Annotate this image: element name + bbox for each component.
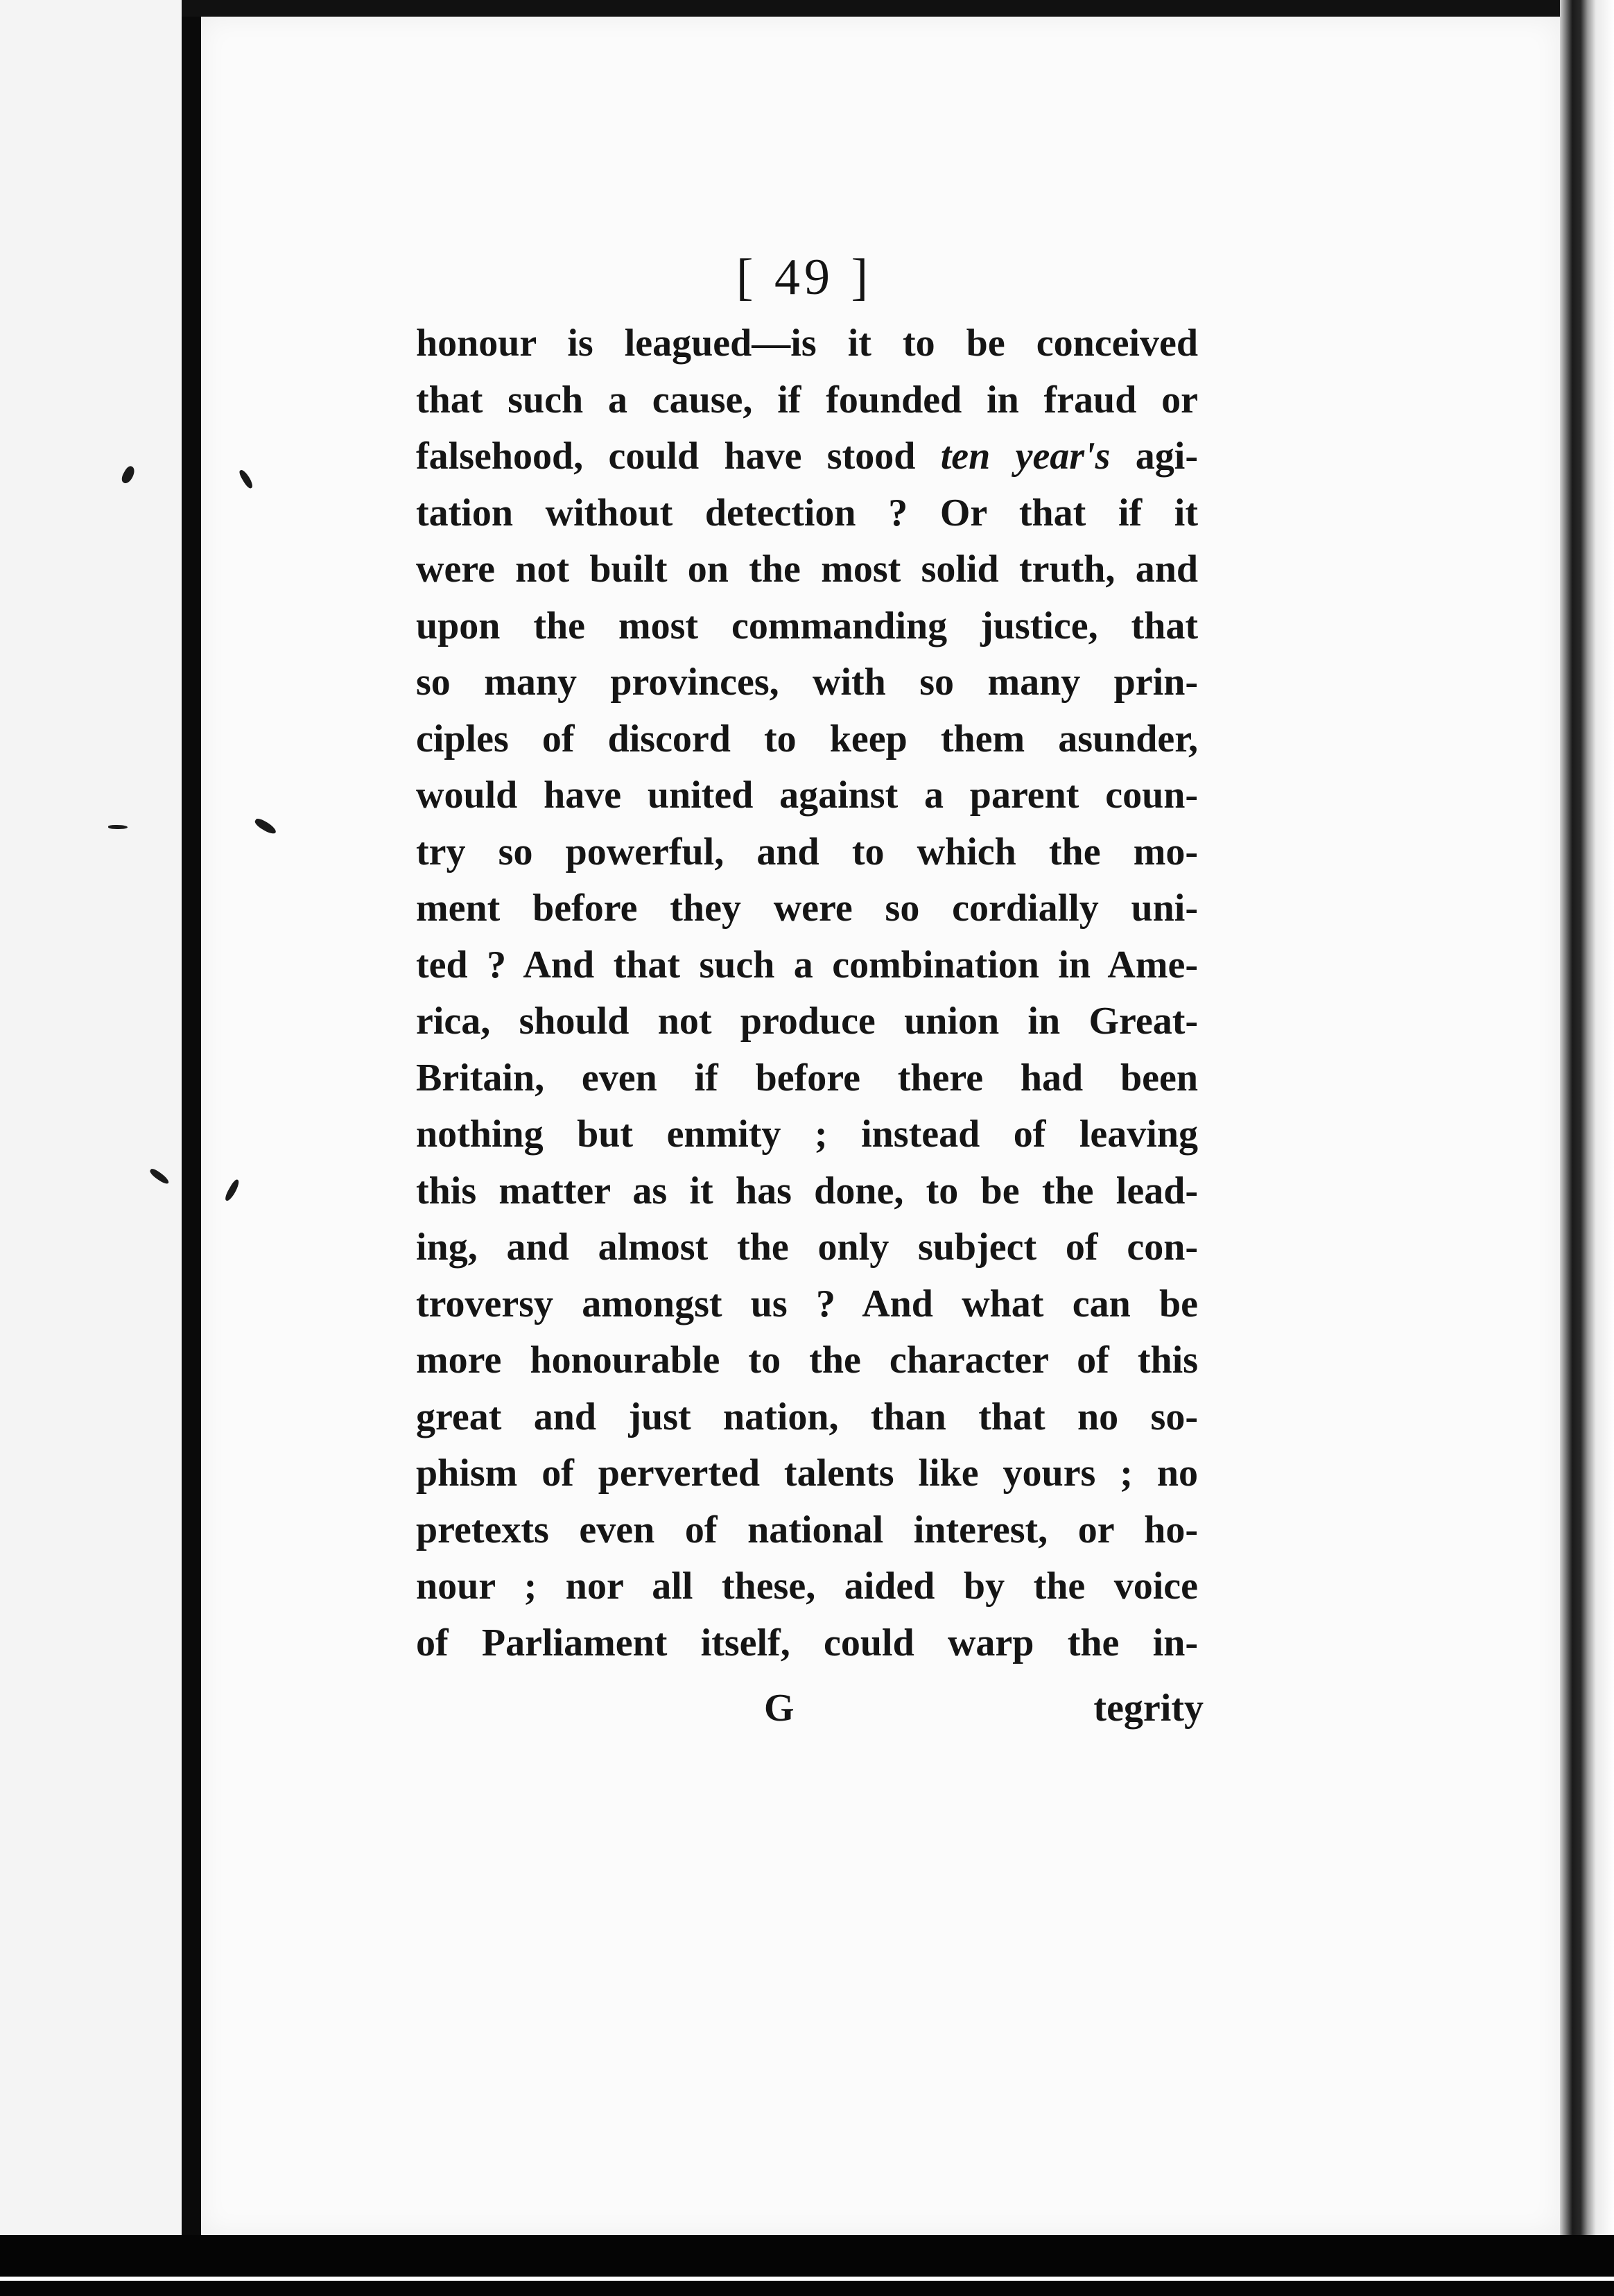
- text-line: phism of perverted talents like yours ; no: [416, 1452, 1198, 1495]
- text-line: ment before they were so cordially uni-: [416, 887, 1198, 930]
- facing-page-edge: [0, 0, 182, 2239]
- text-line: falsehood, could have stood ten year's agi-: [416, 435, 1198, 478]
- page-number: [ 49 ]: [736, 249, 873, 306]
- text-line: that such a cause, if founded in fraud or: [416, 378, 1198, 421]
- text-line: this matter as it has done, to be the lead-: [416, 1169, 1198, 1212]
- text-line: would have united against a parent coun-: [416, 774, 1198, 817]
- text-line: try so powerful, and to which the mo-: [416, 830, 1198, 873]
- text-line: great and just nation, than that no so-: [416, 1395, 1198, 1438]
- text-line: nour ; nor all these, aided by the voice: [416, 1565, 1198, 1608]
- signature-mark: G: [764, 1687, 795, 1730]
- bottom-scan-line: [0, 2277, 1614, 2281]
- text-line: troversy amongst us ? And what can be: [416, 1282, 1198, 1325]
- text-line: upon the most commanding justice, that: [416, 604, 1198, 647]
- binding-gutter: [182, 0, 201, 2239]
- text-line: honour is leagued—is it to be conceived: [416, 322, 1198, 365]
- top-shadow: [182, 0, 1568, 17]
- text-line: more honourable to the character of this: [416, 1339, 1198, 1382]
- text-line: of Parliament itself, could warp the in-: [416, 1621, 1198, 1664]
- text-line: were not built on the most solid truth, and: [416, 548, 1198, 591]
- text-line: nothing but enmity ; instead of leaving: [416, 1113, 1198, 1156]
- text-line: Britain, even if before there had been: [416, 1056, 1198, 1099]
- bottom-shadow: [0, 2235, 1614, 2296]
- text-line: pretexts even of national interest, or ho-: [416, 1508, 1198, 1551]
- text-line: rica, should not produce union in Great-: [416, 1000, 1198, 1043]
- text-line: ted ? And that such a combination in Ame-: [416, 943, 1198, 986]
- text-line: tation without detection ? Or that if it: [416, 491, 1198, 534]
- body-text: [416, 315, 1198, 1671]
- catchword: tegrity: [1093, 1687, 1204, 1730]
- ink-mark: [108, 825, 128, 829]
- page-edges-right: [1560, 0, 1614, 2296]
- text-line: ciples of discord to keep them asunder,: [416, 717, 1198, 760]
- text-line: ing, and almost the only subject of con-: [416, 1226, 1198, 1269]
- text-line: so many provinces, with so many prin-: [416, 661, 1198, 704]
